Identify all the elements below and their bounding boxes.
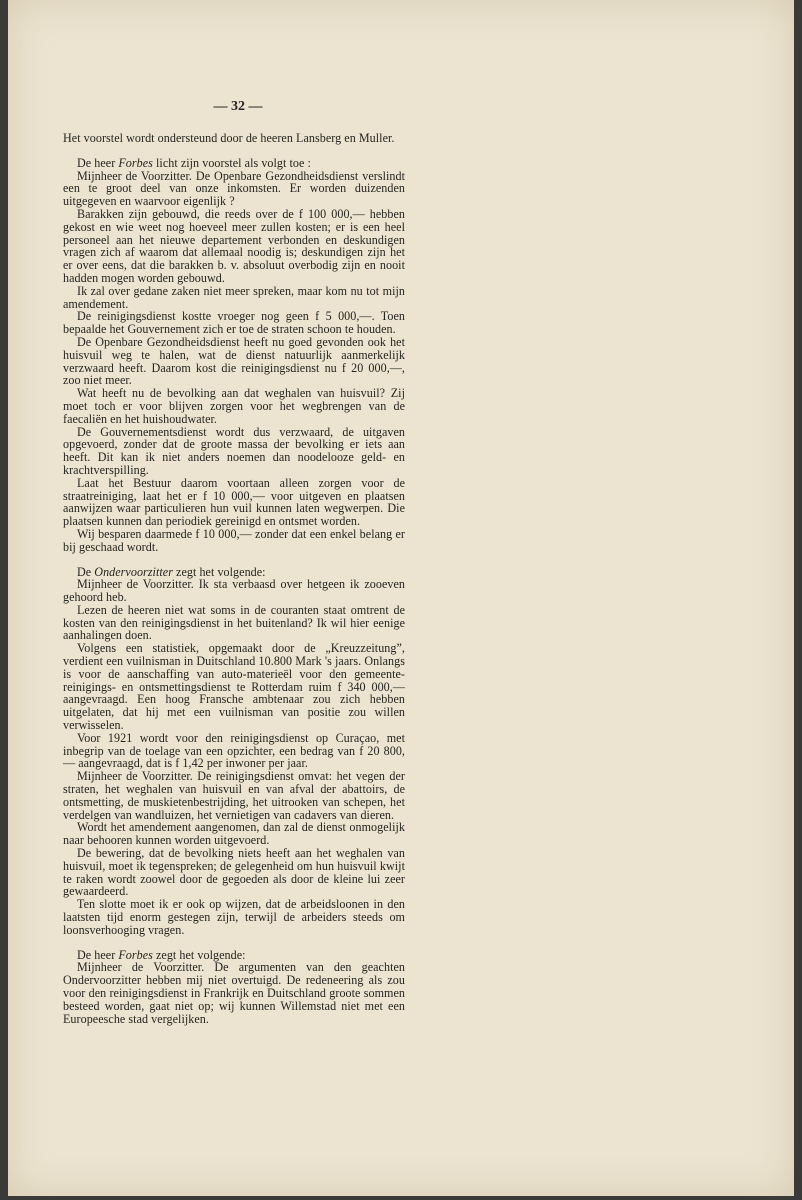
paragraph: De heer Forbes licht zijn voorstel als volgt toe : [77,155,311,170]
paragraph: De reinigingsdienst kostte vroeger nog geen f 5 000,—. Toen bepaalde het Gouvernement zich er toe de straten schoon te houden. [63,309,405,337]
speaker-name: Forbes [118,947,153,962]
paragraph: De heer Forbes zegt het volgende: [77,947,246,962]
paragraph: Het voorstel wordt ondersteund door de heeren Lansberg en Muller. [63,131,395,145]
paragraph: Laat het Bestuur daarom voortaan alleen zorgen voor de straatreiniging, laat het er f 10 000,— voor uitgeven en plaatsen aanwijzen waar particulieren hun vuil kunnen laten wegwerpen. Die plaatsen kunnen dan periodiek gereinigd en ontsmet worden. [63,475,405,529]
paragraph: Voor 1921 wordt voor den reinigingsdienst op Curaçao, met inbegrip van de toelage van een opzichter, een bedrag van f 20 800,— aangevraagd, dat is f 1,42 per inwoner per jaar. [63,730,405,771]
speaker-name: Forbes [118,155,153,170]
body-text [63,132,405,1025]
paragraph: Mijnheer de Voorzitter. De reinigingsdienst omvat: het vegen der straten, het weghalen van huisvuil en van afval der abattoirs, de ontsmetting, de muskietenbestrijding, het uitrooken van schepen, het verdelgen van wandluizen, het vernietigen van cadavers van dieren. [63,769,405,822]
speaker-name: Ondervoorzitter [94,564,173,579]
paragraph: De bewering, dat de bevolking niets heeft aan het weghalen van huisvuil, moet ik tegenspreken; de gelegenheid om hun huisvuil kwijt te raken wordt zoowel door de gegoeden als door de kleine lui zeer gewaardeerd. [63,846,405,899]
paragraph: Mijnheer de Voorzitter. Ik sta verbaasd over hetgeen ik zooeven gehoord heb. [63,577,405,605]
paragraph: Lezen de heeren niet wat soms in de couranten staat omtrent de kosten van den reinigingsdienst in het buitenland? Ik wil hier eenige aanhalingen doen. [63,602,405,643]
paragraph: Ten slotte moet ik er ook op wijzen, dat de arbeidsloonen in den laatsten tijd enorm gestegen zijn, terwijl de arbeiders steeds om loonsverhooging vragen. [63,897,405,937]
paragraph: Wat heeft nu de bevolking aan dat weghalen van huisvuil? Zij moet toch er voor blijven zorgen voor het wegbrengen van de faecaliën en het huishoudwater. [63,386,405,426]
paragraph: Mijnheer de Voorzitter. De Openbare Gezondheidsdienst verslindt een te groot deel van onze inkomsten. Er worden duizenden uitgegeven en waarvoor eigenlijk ? [63,168,405,209]
document-page [8,0,794,1196]
page-number: — 32 — [213,99,263,114]
paragraph: De Openbare Gezondheidsdienst heeft nu goed gevonden ook het huisvuil weg te halen, wat de dienst natuurlijk aanmerkelijk verzwaard heeft. Daarom kost die reinigingsdienst nu f 20 000,—, zoo niet meer. [63,334,405,388]
paragraph: De Ondervoorzitter zegt het volgende: [77,564,266,579]
paragraph: Volgens een statistiek, opgemaakt door de „Kreuzzeitung”, verdient een vuilnisman in Duitschland 10.800 Mark 's jaars. Onlangs is voor de aanschaffing van auto-materieël voor den gemeente-reinigings- en ontsmettingsdienst te Rotterdam ruim f 340 000,— aangevraagd. Een hoog Fransche ambtenaar zou zich hebben uitgelaten, dat hij met een vuilnisman van positie zou willen verwisselen. [63,641,405,733]
paragraph: Barakken zijn gebouwd, die reeds over de f 100 000,— hebben gekost en wie weet nog hoeveel meer zullen kosten; er is een heel personeel aan het nieuwe departement verbonden en deskundigen vragen zich af waarom dat allemaal noodig is; deskundigen zijn het er over eens, dat die barakken b. v. absoluut overbodig zijn en nooit hadden mogen worden gebouwd. [63,206,405,285]
paragraph: Ik zal over gedane zaken niet meer spreken, maar kom nu tot mijn amendement. [63,283,405,311]
paragraph: De Gouvernementsdienst wordt dus verzwaard, de uitgaven opgevoerd, zonder dat de groote massa der bevolking er iets aan heeft. Dit kan ik niet anders noemen dan noodelooze geld- en krachtverspilling. [63,424,405,477]
paragraph: Mijnheer de Voorzitter. De argumenten van den geachten Ondervoorzitter hebben mij niet overtuigd. De redeneering als zou voor den reinigingsdienst in Frankrijk en Duitschland groote sommen besteed worden, gaat niet op; wij kunnen Willemstad niet met een Europeesche stad vergelijken. [63,960,405,1026]
paragraph: Wordt het amendement aangenomen, dan zal de dienst onmogelijk naar behooren kunnen worden uitgevoerd. [63,820,405,848]
paragraph: Wij besparen daarmede f 10 000,— zonder dat een enkel belang er bij geschaad wordt. [63,526,405,554]
